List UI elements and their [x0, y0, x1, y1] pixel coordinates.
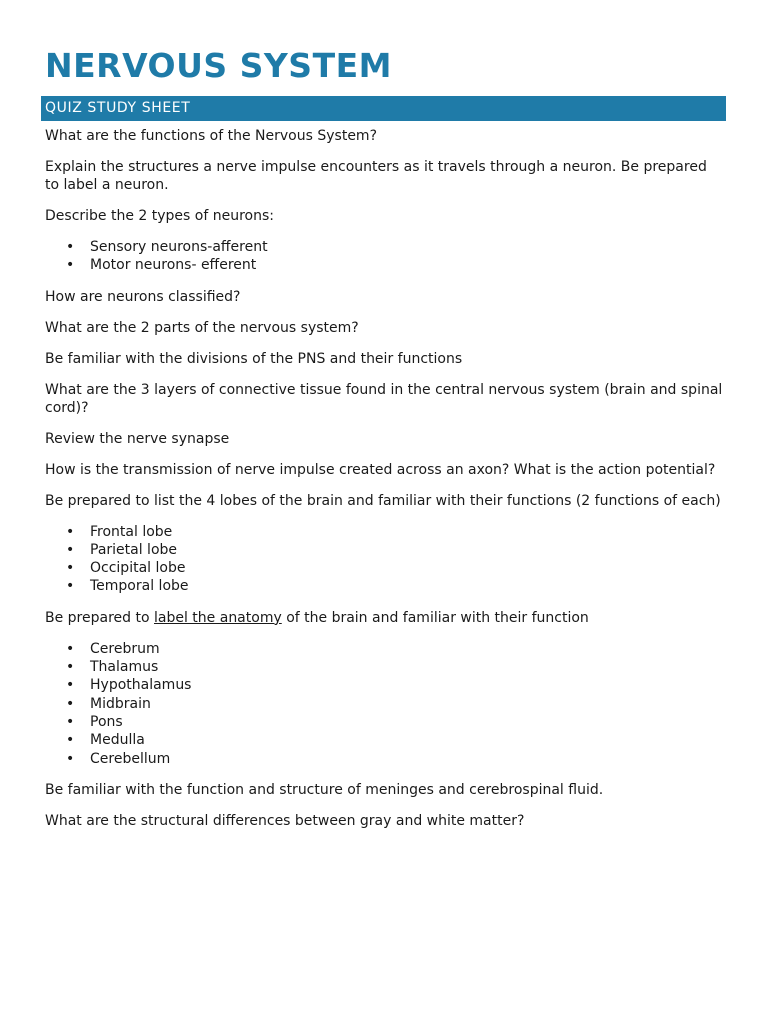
- brain-anatomy-list: [45, 640, 728, 768]
- list-item: • Frontal lobe: [66, 523, 173, 540]
- bullet-icon: •: [66, 732, 75, 749]
- list-item: • Pons: [66, 713, 123, 730]
- list-item: • Temporal lobe: [66, 578, 189, 595]
- question-nerve-impulse-structures: Explain the structures a nerve impulse encounters as it travels through a neuron. Be prepared to label a neuron.: [45, 159, 707, 193]
- neuron-types-list: [45, 238, 728, 275]
- list-item: • Cerebrum: [66, 640, 160, 657]
- question-neuron-classification: How are neurons classified?: [45, 288, 241, 305]
- bullet-icon: •: [66, 239, 75, 255]
- bullet-icon: •: [66, 677, 75, 694]
- section-banner: QUIZ STUDY SHEET: [41, 96, 726, 121]
- question-brain-anatomy: Be prepared to label the anatomy of the brain and familiar with their function: [45, 609, 589, 626]
- question-gray-white-matter: What are the structural differences between gray and white matter?: [45, 812, 525, 829]
- list-item: • Sensory neurons-afferent: [66, 239, 268, 255]
- list-item: • Occipital lobe: [66, 560, 186, 577]
- bullet-icon: •: [66, 750, 75, 767]
- bullet-icon: •: [66, 713, 75, 730]
- brain-lobes-list: [45, 523, 728, 596]
- question-functions: What are the functions of the Nervous System?: [45, 128, 378, 144]
- question-meninges: Be familiar with the function and structure of meninges and cerebrospinal fluid.: [45, 781, 604, 798]
- bullet-icon: •: [66, 578, 75, 595]
- bullet-icon: •: [66, 560, 75, 577]
- list-item: • Parietal lobe: [66, 541, 178, 558]
- question-brain-lobes: Be prepared to list the 4 lobes of the brain and familiar with their functions (2 functions of each): [45, 492, 721, 509]
- question-action-potential: How is the transmission of nerve impulse created across an axon? What is the action potential?: [45, 461, 716, 478]
- question-nervous-system-parts: What are the 2 parts of the nervous system?: [45, 319, 359, 336]
- list-item: • Thalamus: [66, 659, 159, 676]
- page-title: NERVOUS SYSTEM: [45, 46, 392, 85]
- bullet-icon: •: [66, 257, 75, 274]
- list-item: • Cerebellum: [66, 750, 171, 767]
- question-neuron-types: Describe the 2 types of neurons:: [45, 208, 274, 224]
- question-nerve-synapse: Review the nerve synapse: [45, 430, 230, 447]
- question-connective-tissue: What are the 3 layers of connective tissue found in the central nervous system (brain and spinal cord)?: [45, 381, 723, 416]
- bullet-icon: •: [66, 695, 75, 712]
- list-item: • Medulla: [66, 732, 145, 749]
- bullet-icon: •: [66, 659, 75, 676]
- bullet-icon: •: [66, 640, 75, 657]
- list-item: • Hypothalamus: [66, 677, 192, 694]
- bullet-icon: •: [66, 523, 75, 540]
- list-item: • Midbrain: [66, 695, 151, 712]
- underlined-phrase: label the anatomy: [154, 609, 282, 626]
- bullet-icon: •: [66, 541, 75, 558]
- list-item: • Motor neurons- efferent: [66, 257, 257, 274]
- question-pns-divisions: Be familiar with the divisions of the PNS and their functions: [45, 350, 463, 367]
